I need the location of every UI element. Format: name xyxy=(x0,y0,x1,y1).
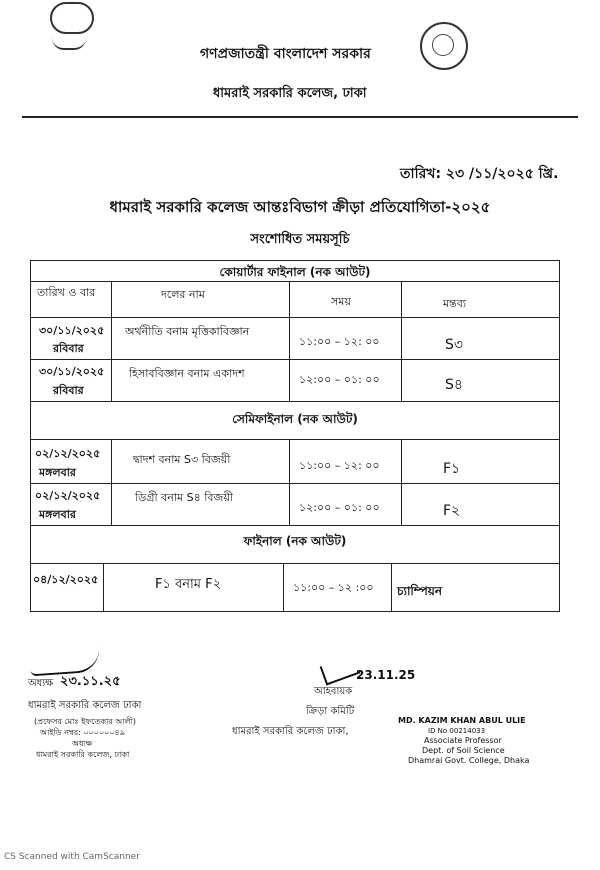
principal-title: অধ্যক্ষ xyxy=(28,678,54,689)
section-heading-semifinal: সেমিফাইনাল (নক আউট) xyxy=(232,412,358,426)
college-name: ধামরাই সরকারি কলেজ, ঢাকা xyxy=(213,86,367,101)
convener-seal-name: MD. KAZIM KHAN ABUL ULIE xyxy=(398,716,526,725)
principal-org: ধামরাই সরকারি কলেজ ঢাকা xyxy=(28,700,142,711)
scanner-watermark: CS Scanned with CamScanner xyxy=(4,852,140,862)
principal-sign-date: ২৩.১১.২৫ xyxy=(60,674,121,689)
schedule-table: কোয়ার্টার ফাইনাল (নক আউট) তারিখ ও বার দলের নাম সময় মন্তব্য ৩০/১১/২০২৫ রবিবার অর্থনীতি বনাম মৃত্তিকাবিজ্ঞান ১১:০০ – ১২: ০০ S৩ ৩০/১১/২০২৫ রবিবার হিসাববিজ্ঞান বনাম একাদশ ১২:০০ – ০১: ০০ S৪ সেমিফাইনাল (নক আউট) ০২/১২/২০২৫ মঙ্গলবার দ্বাদশ বনাম S৩ বিজয়ী ১১:০০ – ১২: ০০ F১ ০২/১২/২০২৫ মঙ্গলবার ডিগ্রী বনাম S৪ বিজয়ী ১২:০০ – ০১: ০০ F২ ফাইনাল (নক আউট) ০৪/১২/২০২৫ F১ বনাম F২ ১১:০০ – ১২ :০০ চ্যাম্পিয়ন xyxy=(30,260,560,612)
government-logo-base xyxy=(52,38,86,50)
convener-seal-org: Dhamrai Govt. College, Dhaka xyxy=(408,756,530,765)
issue-date: তারিখ: ২৩ /১১/২০২৫ খ্রি. xyxy=(400,166,559,182)
document-subtitle: সংশোধিত সময়সূচি xyxy=(250,232,350,247)
convener-seal-title: Associate Professor xyxy=(424,736,502,745)
section-heading-final: ফাইনাল (নক আউট) xyxy=(243,534,347,548)
column-header-remark: মন্তব্য xyxy=(443,297,467,310)
principal-seal-id: আইডি নম্বর: ০০০০০০৪৯ xyxy=(40,728,125,737)
principal-seal-org: ধামরাই সরকারি কলেজ, ঢাকা xyxy=(36,750,130,759)
convener-org: ধামরাই সরকারি কলেজ ঢাকা, xyxy=(232,726,349,737)
principal-seal-title: অধ্যক্ষ xyxy=(72,739,93,748)
convener-title: আহবায়ক xyxy=(314,686,353,697)
convener-sign-date: 23.11.25 xyxy=(356,668,416,682)
government-logo xyxy=(50,2,94,34)
convener-seal-dept: Dept. of Soil Science xyxy=(422,746,505,755)
convener-signature xyxy=(320,654,361,685)
convener-seal-id: ID No 00214033 xyxy=(428,727,486,735)
column-header-date: তারিখ ও বার xyxy=(37,286,96,299)
principal-seal-name: (প্রফেসর মোঃ ইফতেকার আলী) xyxy=(34,717,136,726)
document-title: ধামরাই সরকারি কলেজ আন্তঃবিভাগ ক্রীড়া প্রতিযোগিতা-২০২৫ xyxy=(109,198,491,216)
header-divider xyxy=(22,116,578,118)
column-header-time: সময় xyxy=(331,295,351,308)
committee-name: ক্রিড়া কমিটি xyxy=(306,706,355,717)
section-heading-quarterfinal: কোয়ার্টার ফাইনাল (নক আউট) xyxy=(219,265,371,279)
column-header-teams: দলের নাম xyxy=(161,288,205,301)
college-seal xyxy=(420,22,468,70)
government-name: গণপ্রজাতন্ত্রী বাংলাদেশ সরকার xyxy=(200,46,371,62)
